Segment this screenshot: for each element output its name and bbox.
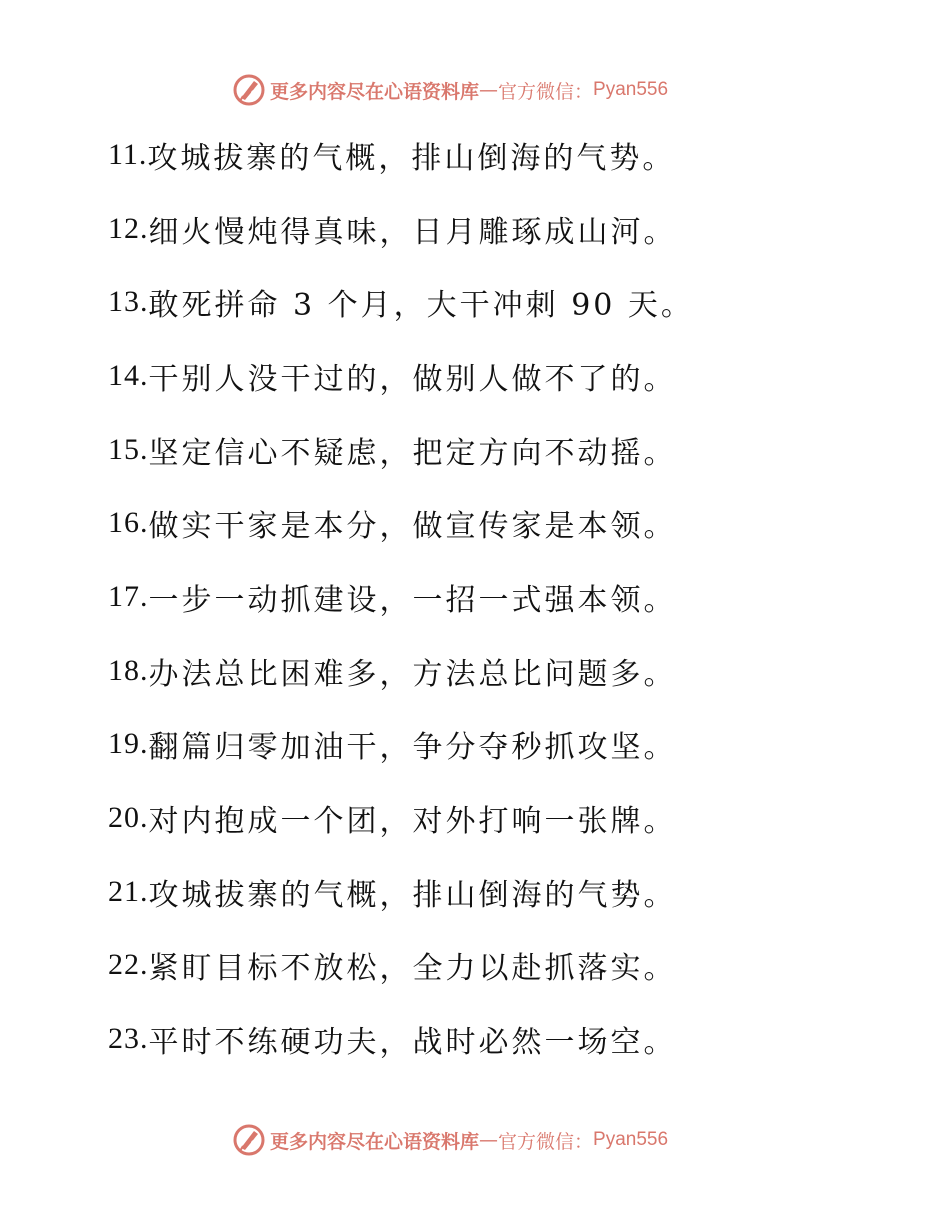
list-item [108,339,908,413]
list-item [108,929,908,1003]
list-item [108,708,908,782]
item-number: 22. [108,948,149,982]
item-text: 做实干家是本分，做宣传家是本领。 [148,509,677,545]
item-text: 一步一动抓建设，一招一式强本领。 [148,582,677,618]
item-text: 平时不练硬功夫，战时必然一场空。 [148,1025,677,1061]
banner-text: 更多内容尽在心语资料库 [270,80,480,103]
wechat-label: 官方微信： [498,1130,594,1153]
wechat-id: Pyan556 [593,1129,669,1150]
item-number: 20. [108,801,149,835]
list-item [108,560,908,634]
item-number: 18. [108,653,149,687]
list-item [108,855,908,929]
list-item [108,192,908,266]
item-number: 15. [108,432,149,466]
item-text: 细火慢炖得真味，日月雕琢成山河。 [148,214,677,250]
item-number: 23. [108,1022,149,1056]
item-text: 干别人没干过的，做别人做不了的。 [148,361,677,397]
item-text: 敢死拼命 3 个月，大干冲刺 90 天。 [148,288,694,324]
item-text: 对内抱成一个团，对外打响一张牌。 [148,804,677,840]
banner-text: 更多内容尽在心语资料库 [270,1130,480,1153]
item-number: 21. [108,874,149,908]
banner-separator: — [479,1129,499,1151]
item-number: 11. [108,137,148,171]
wechat-id: Pyan556 [593,79,669,100]
list-item [108,265,908,339]
item-number: 13. [108,285,149,319]
banner-separator: — [479,79,499,101]
item-text: 坚定信心不疑虑，把定方向不动摇。 [148,435,677,471]
item-text: 紧盯目标不放松，全力以赴抓落实。 [148,951,677,987]
list-item [108,634,908,708]
quill-pen-circle-icon [232,1123,266,1157]
slogan-list [108,118,908,1076]
list-item [108,486,908,560]
item-number: 17. [108,579,149,613]
item-number: 16. [108,506,149,540]
item-number: 19. [108,727,149,761]
quill-pen-circle-icon [232,73,266,107]
item-text: 攻城拔寨的气概，排山倒海的气势。 [148,877,677,913]
list-item [108,413,908,487]
header-banner [232,70,712,110]
item-text: 翻篇归零加油干，争分夺秒抓攻坚。 [148,730,677,766]
list-item [108,781,908,855]
item-text: 办法总比困难多，方法总比问题多。 [148,656,677,692]
item-text: 攻城拔寨的气概，排山倒海的气势。 [147,140,676,176]
list-item [108,1002,908,1076]
item-number: 12. [108,211,149,245]
item-number: 14. [108,358,149,392]
wechat-label: 官方微信： [498,80,594,103]
footer-banner [232,1120,712,1160]
list-item [108,118,908,192]
